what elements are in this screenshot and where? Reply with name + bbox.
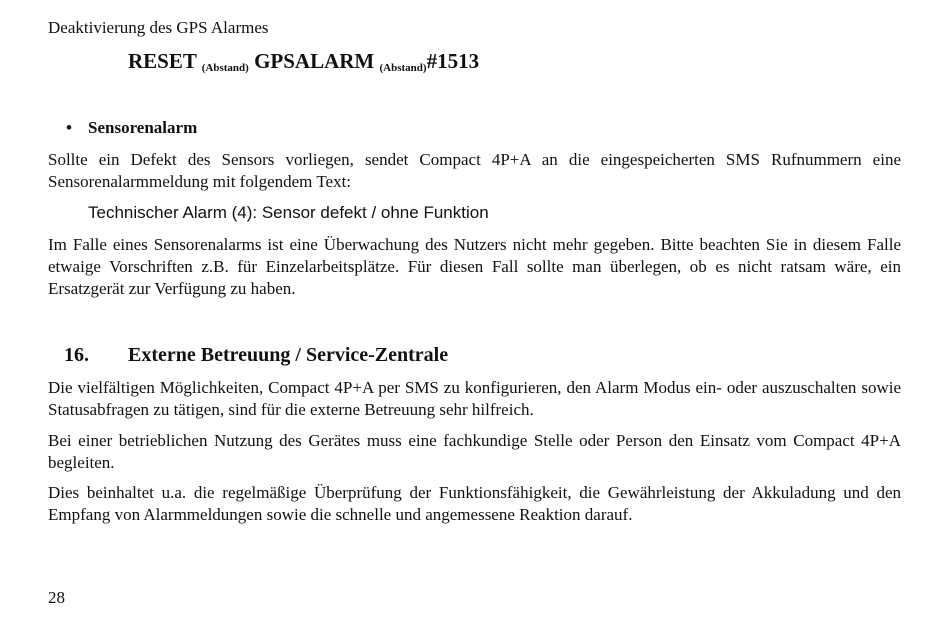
- bullet-icon: •: [66, 118, 72, 137]
- section-paragraph-2: Bei einer betrieblichen Nutzung des Gerätes muss eine fachkundige Stelle oder Person den Einsatz vom Compact 4P+A begleiten.: [48, 431, 901, 472]
- section-number: 16.: [64, 344, 89, 366]
- sms-command: [128, 48, 479, 81]
- section-heading: [64, 343, 448, 367]
- command-reset: RESET: [128, 49, 197, 73]
- page-number: 28: [48, 588, 65, 607]
- command-separator-1: (Abstand): [201, 62, 249, 74]
- section-title: Externe Betreuung / Service-Zentrale: [128, 344, 449, 366]
- command-code: #1513: [426, 49, 480, 73]
- intro-line: Deaktivierung des GPS Alarmes: [48, 18, 269, 37]
- command-separator-2: (Abstand): [379, 62, 427, 74]
- section-paragraph-3: Dies beinhaltet u.a. die regelmäßige Überprüfung der Funktionsfähigkeit, die Gewährleistung der Akkuladung und den Empfang von Alarmmeldungen sowie die schnelle und angemessene Reaktion darauf.: [48, 483, 901, 524]
- sensor-alarm-heading: [66, 117, 197, 139]
- sensor-paragraph-2: Im Falle eines Sensorenalarms ist eine Überwachung des Nutzers nicht mehr gegeben. Bitte beachten Sie in diesem Falle etwaige Vorschriften z.B. für Einzelarbeitsplätze. Für diesen Fall sollte man überlegen, ob es nicht ratsam wäre, ein Ersatzgerät zur Verfügung zu haben.: [48, 235, 901, 298]
- sensor-alarm-title: Sensorenalarm: [88, 118, 198, 137]
- alarm-message-text: Technischer Alarm (4): Sensor defekt / ohne Funktion: [88, 203, 489, 222]
- command-gpsalarm: GPSALARM: [254, 49, 375, 73]
- section-paragraph-1: Die vielfältigen Möglichkeiten, Compact 4P+A per SMS zu konfigurieren, den Alarm Modus ein- oder auszuschalten sowie Statusabfragen zu tätigen, sind für die externe Betreuung sehr hilfreich.: [48, 378, 901, 419]
- sensor-paragraph-1: Sollte ein Defekt des Sensors vorliegen, sendet Compact 4P+A an die eingespeicherten SMS Rufnummern eine Sensorenalarmmeldung mit folgendem Text:: [48, 150, 901, 191]
